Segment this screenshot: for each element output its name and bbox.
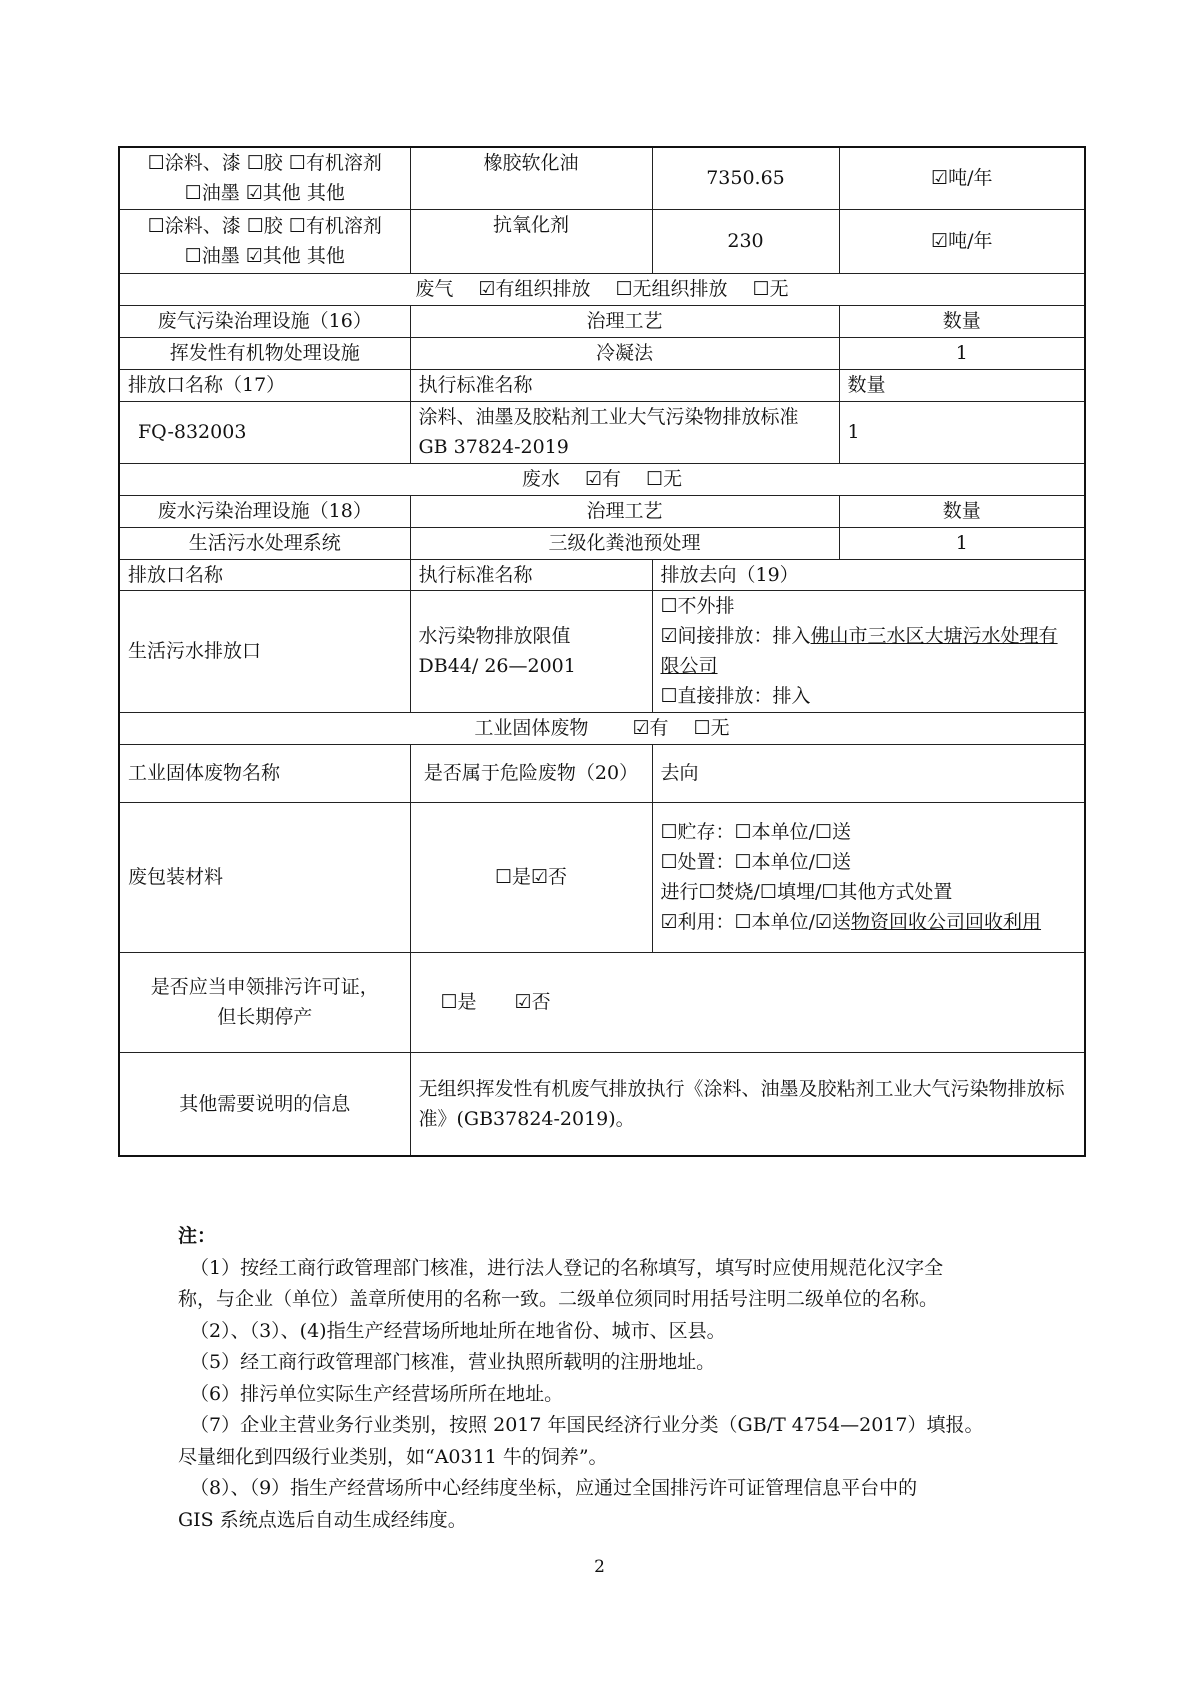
waste-water-header: 废水 ☑有 ☐无 xyxy=(119,463,1085,495)
gas-process-label: 治理工艺 xyxy=(410,305,839,337)
note-line: （1）按经工商行政管理部门核准，进行法人登记的名称填写，填写时应使用规范化汉字全 xyxy=(190,1256,944,1279)
waste-gas-header: 废气 ☑有组织排放 ☐无组织排放 ☐无 xyxy=(119,273,1085,305)
water-process: 三级化粪池预处理 xyxy=(410,527,839,559)
notes-title: 注： xyxy=(178,1225,217,1247)
water-direction: ☐不外排 ☑间接排放：排入佛山市三水区大塘污水处理有限公司 ☐直接排放：排入 xyxy=(652,590,1085,712)
gas-process: 冷凝法 xyxy=(410,337,839,369)
other-info-label: 其他需要说明的信息 xyxy=(119,1052,410,1156)
water-outlet: 生活污水排放口 xyxy=(119,590,410,712)
solid-name-label: 工业固体废物名称 xyxy=(119,744,410,802)
permit-value: ☐是 ☑否 xyxy=(410,952,1085,1052)
page-number: 2 xyxy=(594,1557,605,1577)
water-receiver-name: 佛山市三水区大塘污水处理有限公司 xyxy=(660,625,1058,677)
note-line: （5）经工商行政管理部门核准，营业执照所载明的注册地址。 xyxy=(190,1351,716,1373)
material-amount: 230 xyxy=(652,209,839,273)
gas-qty2-label: 数量 xyxy=(839,369,1085,401)
note-line: 称，与企业（单位）盖章所使用的名称一致。二级单位须同时用括号注明二级单位的名称。 xyxy=(178,1288,939,1310)
water-qty: 1 xyxy=(839,527,1085,559)
note-line: 尽量细化到四级行业类别，如“A0311 牛的饲养”。 xyxy=(178,1445,608,1468)
water-standard: 水污染物排放限值 DB44/ 26—2001 xyxy=(410,590,652,712)
solid-waste-header: 工业固体废物 ☑有 ☐无 xyxy=(119,712,1085,744)
solid-hazard: ☐是☑否 xyxy=(410,802,652,952)
solid-name: 废包装材料 xyxy=(119,802,410,952)
solid-hazard-label: 是否属于危险废物（20） xyxy=(410,744,652,802)
water-outlet-label: 排放口名称 xyxy=(119,559,410,590)
water-process-label: 治理工艺 xyxy=(410,495,839,527)
material-row xyxy=(119,209,1085,273)
material-name: 抗氧化剂 xyxy=(410,209,652,273)
gas-standard-label: 执行标准名称 xyxy=(410,369,839,401)
water-facility: 生活污水处理系统 xyxy=(119,527,410,559)
solid-direction-label: 去向 xyxy=(652,744,1085,802)
water-facility-label: 废水污染治理设施（18） xyxy=(119,495,410,527)
material-amount: 7350.65 xyxy=(652,147,839,209)
note-line: （8）、（9）指生产经营场所中心经纬度坐标，应通过全国排污许可证管理信息平台中的 xyxy=(190,1477,918,1499)
material-unit: ☑吨/年 xyxy=(839,147,1085,209)
note-line: GIS 系统点选后自动生成经纬度。 xyxy=(178,1508,467,1531)
gas-facility-label: 废气污染治理设施（16） xyxy=(119,305,410,337)
solid-direction: ☐贮存：☐本单位/☐送 ☐处置：☐本单位/☐送 进行☐焚烧/☐填埋/☐其他方式处置 ☑利用：☐本单位/☑送物资回收公司回收利用 xyxy=(652,802,1085,952)
solid-recycler-name: 物资回收公司回收利用 xyxy=(851,911,1042,933)
material-categories: ☐涂料、漆 ☐胶 ☐有机溶剂 ☐油墨 ☑其他 其他 xyxy=(119,209,410,273)
gas-facility: 挥发性有机物处理设施 xyxy=(119,337,410,369)
water-standard-label: 执行标准名称 xyxy=(410,559,652,590)
gas-qty-label: 数量 xyxy=(839,305,1085,337)
material-name: 橡胶软化油 xyxy=(410,147,652,209)
gas-outlet-label: 排放口名称（17） xyxy=(119,369,410,401)
note-line: （6）排污单位实际生产经营场所所在地址。 xyxy=(190,1382,564,1405)
gas-standard: 涂料、油墨及胶粘剂工业大气污染物排放标准 GB 37824-2019 xyxy=(410,401,839,463)
material-categories: ☐涂料、漆 ☐胶 ☐有机溶剂 ☐油墨 ☑其他 其他 xyxy=(119,147,410,209)
material-unit: ☑吨/年 xyxy=(839,209,1085,273)
other-info-value: 无组织挥发性有机废气排放执行《涂料、油墨及胶粘剂工业大气污染物排放标准》(GB37824-2019)。 xyxy=(410,1052,1085,1156)
water-qty-label: 数量 xyxy=(839,495,1085,527)
pollution-info-table xyxy=(118,146,1086,1157)
gas-qty: 1 xyxy=(839,337,1085,369)
gas-qty2: 1 xyxy=(839,401,1085,463)
notes-section xyxy=(178,1221,1058,1536)
water-direction-label: 排放去向（19） xyxy=(652,559,1085,590)
note-line: （2）、（3）、(4)指生产经营场所地址所在地省份、城市、区县。 xyxy=(190,1319,726,1342)
note-line: （7）企业主营业务行业类别，按照 2017 年国民经济行业分类（GB/T 4754—2017）填报。 xyxy=(190,1414,984,1436)
permit-label: 是否应当申领排污许可证， 但长期停产 xyxy=(119,952,410,1052)
gas-outlet: FQ-832003 xyxy=(119,401,410,463)
material-row xyxy=(119,147,1085,209)
